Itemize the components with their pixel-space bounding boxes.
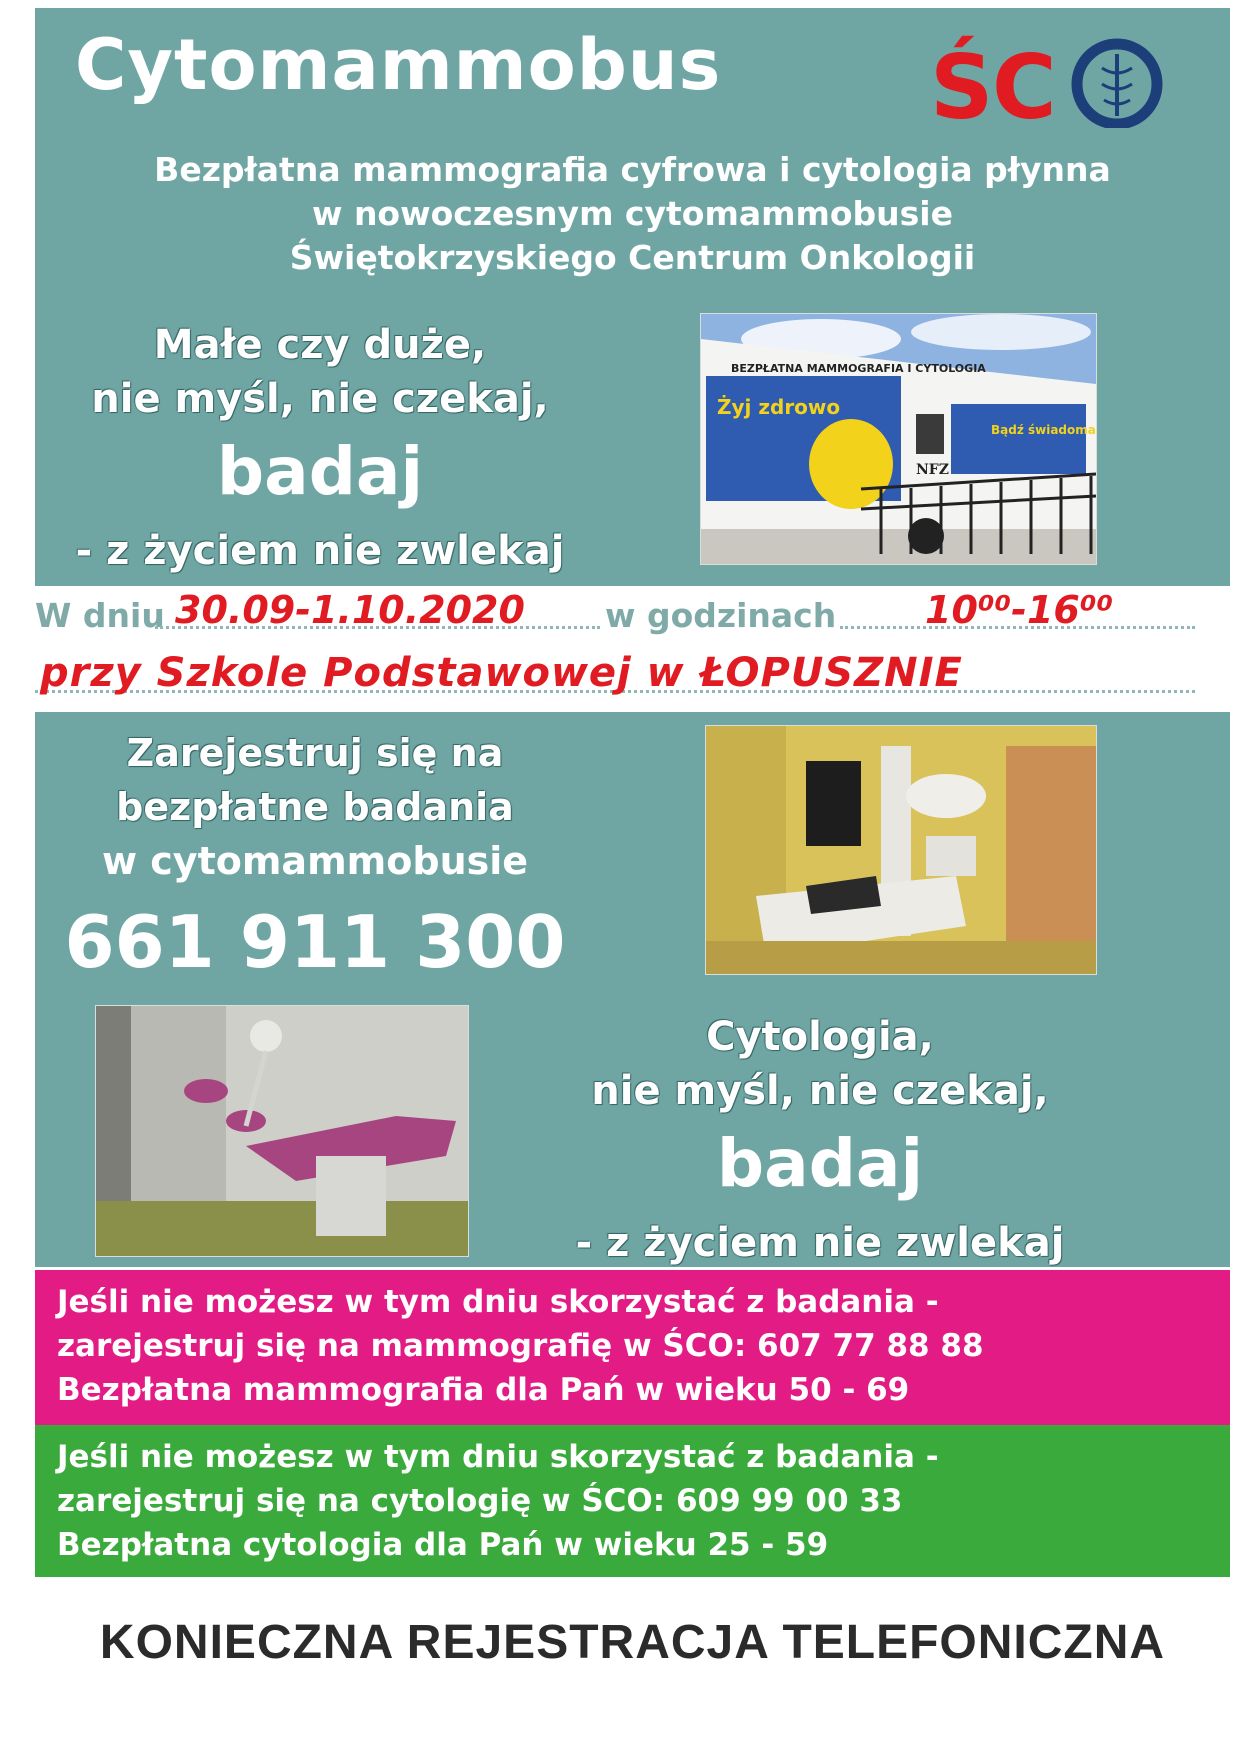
date-prefix: W dniu [35, 596, 165, 635]
location: przy Szkole Podstawowej w ŁOPUSZNIE [40, 650, 963, 696]
slogan-badaj: badaj [716, 1125, 924, 1202]
subtitle-line: w nowoczesnym cytomammobusie [311, 194, 954, 233]
band-line: Jeśli nie możesz w tym dniu skorzystać z badania - [57, 1284, 939, 1320]
bus-plate: NFZ [916, 462, 949, 478]
register-line: w cytomammobusie [101, 839, 529, 883]
band-line: Jeśli nie możesz w tym dniu skorzystać z badania - [57, 1439, 939, 1475]
register-line: Zarejestruj się na [126, 731, 504, 775]
mammography-room-photo [705, 725, 1097, 975]
mammography-info-band [35, 1270, 1230, 1425]
band-line: zarejestruj się na cytologię w ŚCO: 609 99 00 33 [57, 1483, 903, 1519]
bus-banner: BEZPŁATNA MAMMOGRAFIA I CYTOLOGIA [731, 362, 986, 375]
register-block [40, 726, 590, 996]
date-value: 30.09-1.10.2020 [175, 588, 525, 632]
hours-value: 10⁰⁰-16⁰⁰ [925, 588, 1114, 632]
footer-notice: KONIECZNA REJESTRACJA TELEFONICZNA [99, 1616, 1166, 1669]
sco-logo [930, 28, 1170, 128]
band-line: Bezpłatna mammografia dla Pań w wieku 50 - 69 [57, 1372, 910, 1408]
slogan-cytology [560, 1010, 1080, 1270]
subtitle-line: Bezpłatna mammografia cyfrowa i cytologia płynna [154, 150, 1111, 189]
register-phone: 661 911 300 [64, 900, 566, 984]
cytomammobus-photo [700, 313, 1097, 565]
bus-panel-left: Żyj zdrowo [717, 395, 841, 419]
bus-panel-right: Bądź świadoma [991, 423, 1096, 437]
slogan-tail: - z życiem nie zwlekaj [575, 1220, 1065, 1266]
hours-label: w godzinach [605, 596, 837, 635]
cytology-info-band [35, 1425, 1230, 1577]
register-line: bezpłatne badania [116, 785, 514, 829]
band-line: zarejestruj się na mammografię w ŚCO: 607 77 88 88 [57, 1328, 984, 1364]
slogan-line: nie myśl, nie czekaj, [91, 376, 549, 422]
page-title: Cytomammobus [75, 24, 722, 106]
svg-text:Ś: Ś [930, 36, 994, 128]
slogan-line: nie myśl, nie czekaj, [591, 1068, 1049, 1114]
subtitle [35, 148, 1230, 280]
gynecology-chair-photo [95, 1005, 469, 1257]
slogan-badaj: badaj [216, 433, 424, 510]
svg-text:C: C [992, 36, 1057, 128]
date-row [35, 588, 1195, 638]
slogan-line: Cytologia, [706, 1014, 934, 1060]
slogan-tail: - z życiem nie zwlekaj [75, 528, 565, 574]
band-line: Bezpłatna cytologia dla Pań w wieku 25 - 59 [57, 1527, 829, 1563]
subtitle-line: Świętokrzyskiego Centrum Onkologii [289, 238, 976, 277]
slogan-mammography [60, 318, 580, 578]
slogan-line: Małe czy duże, [153, 322, 487, 368]
